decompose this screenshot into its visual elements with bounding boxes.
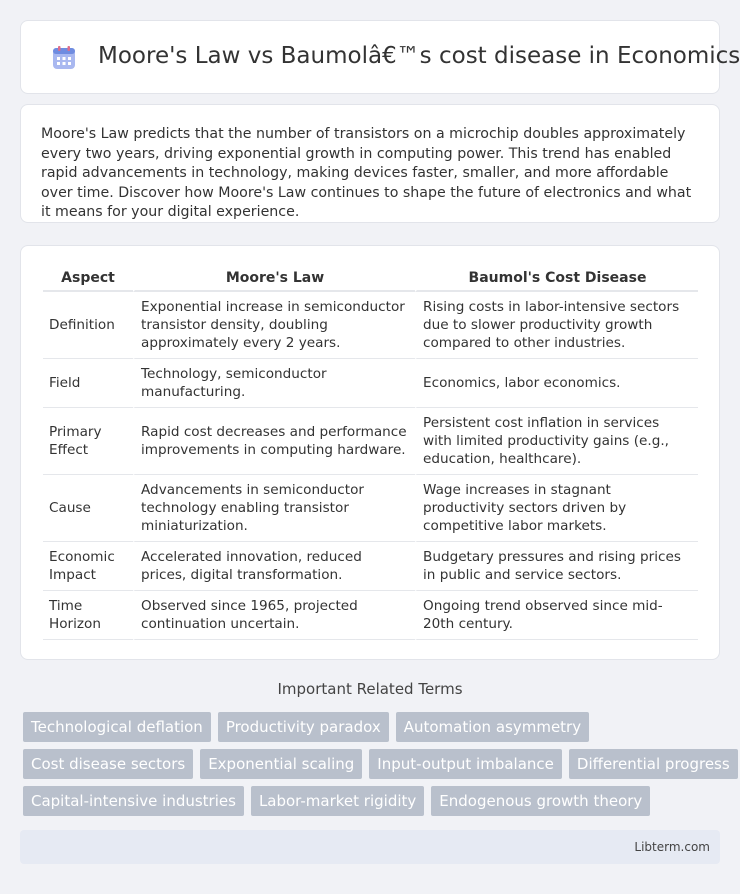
related-terms-row (23, 786, 723, 816)
cell-baumol: Economics, labor economics. (415, 359, 698, 408)
cell-moore: Observed since 1965, projected continuation uncertain. (133, 591, 415, 640)
related-terms-row (23, 712, 723, 742)
related-terms-row (23, 749, 730, 779)
table-row (43, 408, 698, 475)
table-row (43, 359, 698, 408)
table-row (43, 542, 698, 591)
cell-moore: Exponential increase in semiconductor transistor density, doubling approximately every 2 years. (133, 292, 415, 359)
footer (20, 830, 720, 864)
header-card (20, 20, 740, 94)
cell-aspect: Field (43, 359, 133, 408)
calendar-icon (51, 45, 77, 71)
related-term-tag[interactable]: Automation asymmetry (396, 712, 589, 742)
cell-baumol: Ongoing trend observed since mid-20th century. (415, 591, 698, 640)
table-row (43, 292, 698, 359)
table-row (43, 591, 698, 640)
related-term-tag[interactable]: Capital-intensive industries (23, 786, 244, 816)
cell-moore: Accelerated innovation, reduced prices, digital transformation. (133, 542, 415, 591)
intro-card (20, 104, 720, 223)
related-term-tag[interactable]: Technological deflation (23, 712, 211, 742)
related-term-tag[interactable]: Differential progress (569, 749, 738, 779)
cell-baumol: Rising costs in labor-intensive sectors due to slower productivity growth compared to other industries. (415, 292, 698, 359)
cell-baumol: Persistent cost inflation in services with limited productivity gains (e.g., education, healthcare). (415, 408, 698, 475)
table-body (43, 292, 698, 640)
comparison-card (20, 245, 720, 660)
table-row (43, 475, 698, 542)
cell-aspect: Primary Effect (43, 408, 133, 475)
header-baumol: Baumol's Cost Disease (415, 266, 698, 292)
footer-link[interactable]: Libterm.com (634, 840, 710, 854)
header-aspect: Aspect (43, 266, 133, 292)
cell-aspect: Cause (43, 475, 133, 542)
header-moore: Moore's Law (133, 266, 415, 292)
cell-moore: Advancements in semiconductor technology enabling transistor miniaturization. (133, 475, 415, 542)
related-term-tag[interactable]: Input-output imbalance (369, 749, 562, 779)
related-term-tag[interactable]: Productivity paradox (218, 712, 389, 742)
page-title: Moore's Law vs Baumolâ€™s cost disease in Economics (98, 43, 740, 69)
cell-moore: Technology, semiconductor manufacturing. (133, 359, 415, 408)
cell-aspect: Time Horizon (43, 591, 133, 640)
related-terms-title: Important Related Terms (277, 680, 463, 698)
comparison-table (43, 266, 698, 640)
table-header-row (43, 266, 698, 292)
related-term-tag[interactable]: Exponential scaling (200, 749, 362, 779)
related-terms (23, 712, 730, 823)
cell-baumol: Wage increases in stagnant productivity sectors driven by competitive labor markets. (415, 475, 698, 542)
related-term-tag[interactable]: Endogenous growth theory (431, 786, 650, 816)
related-term-tag[interactable]: Labor-market rigidity (251, 786, 424, 816)
cell-aspect: Economic Impact (43, 542, 133, 591)
cell-moore: Rapid cost decreases and performance improvements in computing hardware. (133, 408, 415, 475)
related-term-tag[interactable]: Cost disease sectors (23, 749, 193, 779)
intro-text: Moore's Law predicts that the number of transistors on a microchip doubles approximately every two years, driving exponential growth in computing power. This trend has enabled rapid advancements in technology, making devices faster, smaller, and more affordable over time. Discover how Moore's Law continues to shape the future of electronics and what it means for your digital experience. (41, 126, 692, 220)
cell-baumol: Budgetary pressures and rising prices in public and service sectors. (415, 542, 698, 591)
cell-aspect: Definition (43, 292, 133, 359)
